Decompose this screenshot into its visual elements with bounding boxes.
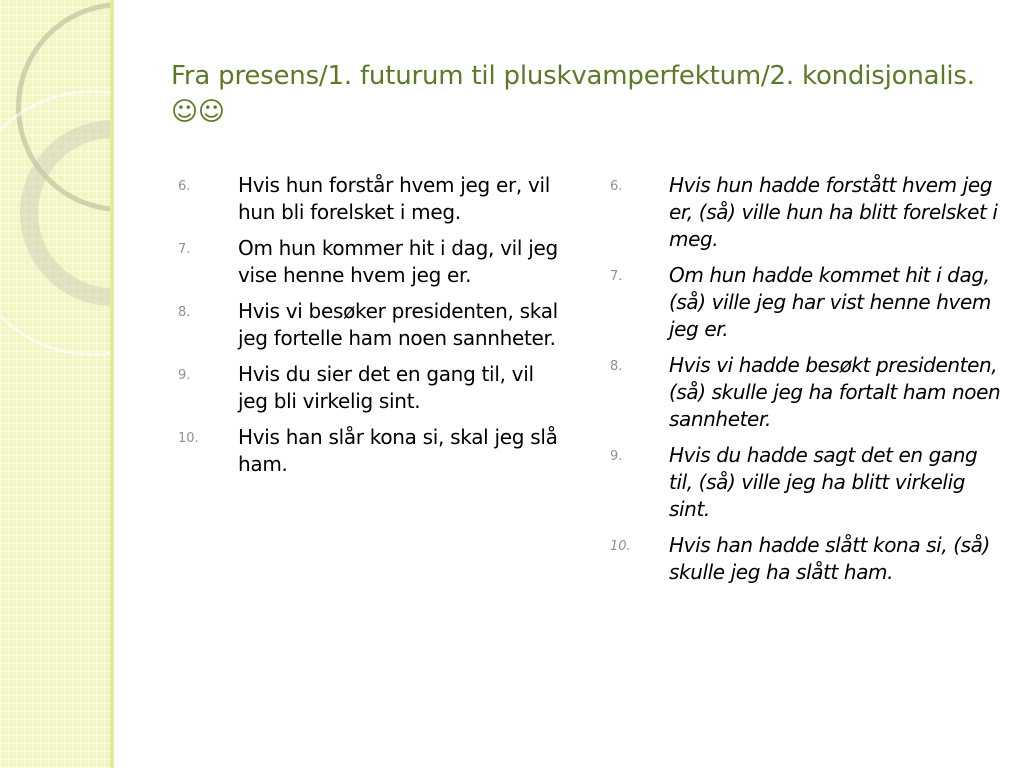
item-number: 10. — [610, 539, 631, 554]
decorative-ring — [0, 90, 114, 356]
item-number: 6. — [610, 179, 623, 194]
item-number: 8. — [610, 359, 623, 374]
item-number: 9. — [178, 368, 191, 383]
list-item — [178, 298, 568, 352]
left-column-list — [178, 172, 568, 487]
item-text: Hvis hun hadde forstått hvem jeg er, (så) ville hun ha blitt forelsket i meg. — [669, 173, 998, 251]
item-text: Hvis du sier det en gang til, vil jeg bli virkelig sint. — [238, 362, 534, 413]
item-number: 7. — [610, 269, 623, 284]
item-text: Hvis vi besøker presidenten, skal jeg fortelle ham noen sannheter. — [238, 299, 558, 350]
list-item — [610, 262, 1002, 343]
item-text: Hvis hun forstår hvem jeg er, vil hun bli forelsket i meg. — [238, 173, 551, 224]
item-text: Hvis han hadde slått kona si, (så) skulle jeg ha slått ham. — [669, 533, 990, 584]
decorative-sidebar — [0, 0, 114, 768]
sidebar-edge — [110, 0, 114, 768]
item-number: 7. — [178, 242, 191, 257]
item-number: 9. — [610, 449, 623, 464]
list-item — [178, 424, 568, 478]
list-item — [178, 361, 568, 415]
list-item — [178, 235, 568, 289]
item-number: 6. — [178, 179, 191, 194]
slide-title: Fra presens/1. futurum til pluskvamperfektum/2. kondisjonalis. ☺☺ — [171, 61, 975, 127]
list-item — [610, 352, 1002, 433]
list-item — [178, 172, 568, 226]
item-number: 8. — [178, 305, 191, 320]
item-text: Hvis han slår kona si, skal jeg slå ham. — [238, 425, 558, 476]
item-text: Hvis vi hadde besøkt presidenten, (så) skulle jeg ha fortalt ham noen sannheter. — [669, 353, 1001, 431]
list-item — [610, 532, 1002, 586]
item-number: 10. — [178, 431, 199, 446]
item-text: Om hun hadde kommet hit i dag, (så) ville jeg har vist henne hvem jeg er. — [669, 263, 991, 341]
list-item — [610, 442, 1002, 523]
item-text: Om hun kommer hit i dag, vil jeg vise henne hvem jeg er. — [238, 236, 558, 287]
item-text: Hvis du hadde sagt det en gang til, (så) ville jeg ha blitt virkelig sint. — [669, 443, 978, 521]
right-column-list — [610, 172, 1002, 595]
list-item — [610, 172, 1002, 253]
